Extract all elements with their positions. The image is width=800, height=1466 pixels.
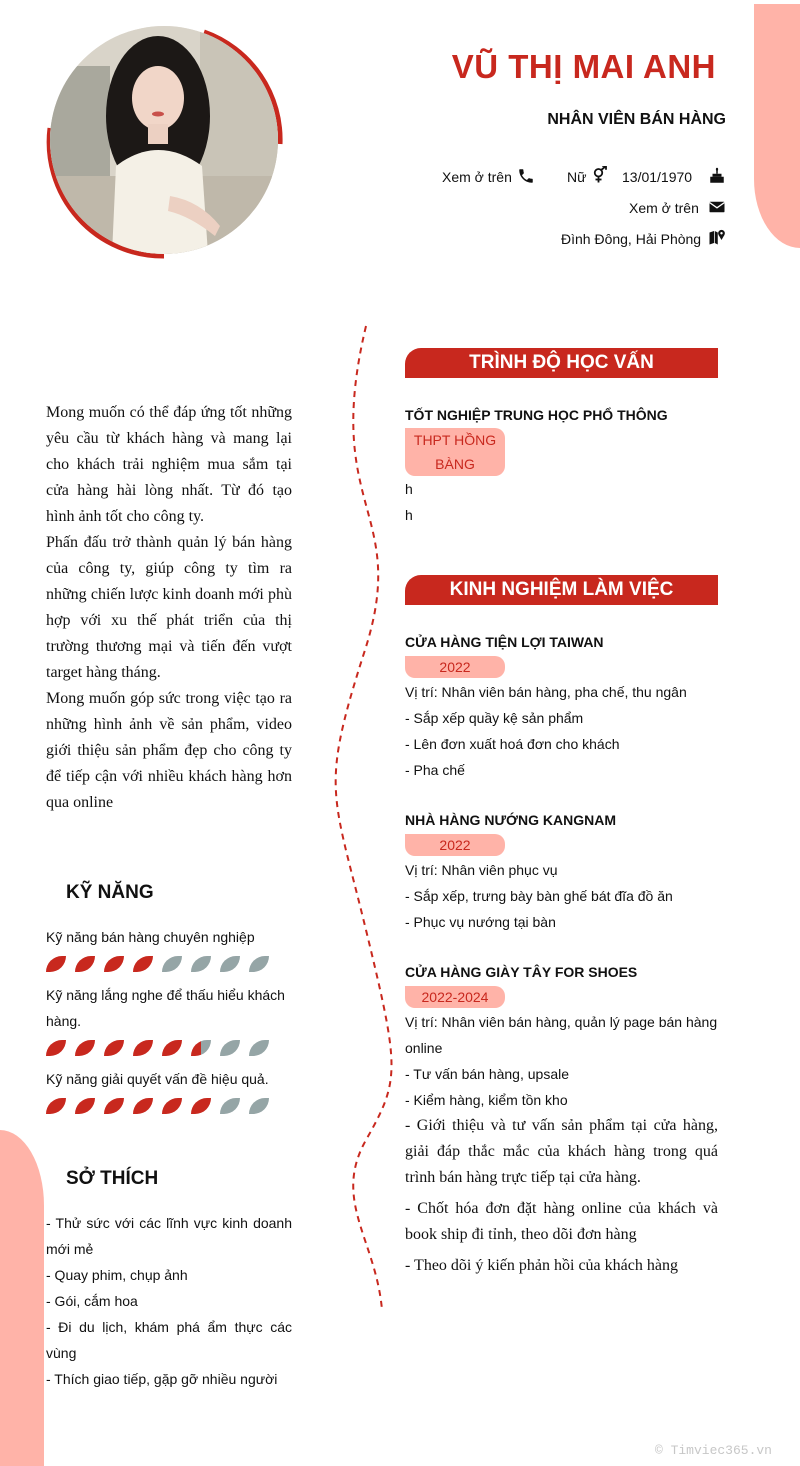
- skill-dot: [162, 1040, 182, 1056]
- skill-dot: [162, 956, 182, 972]
- job-line: - Chốt hóa đơn đặt hàng online của khách và book ship đi tỉnh, theo dõi đơn hàng: [405, 1200, 718, 1243]
- skill-dot: [220, 1098, 240, 1114]
- skill-dot: [46, 956, 66, 972]
- job-details-extra: [405, 1113, 718, 1279]
- skill-dot: [75, 1040, 95, 1056]
- candidate-name: VŨ THỊ MAI ANH: [451, 48, 716, 85]
- map-icon: [708, 228, 726, 246]
- job-line: - Sắp xếp, trưng bày bàn ghế bát đĩa đồ ăn: [405, 888, 673, 904]
- hobby-item: - Gói, cắm hoa: [46, 1293, 138, 1309]
- job-line: - Lên đơn xuất hoá đơn cho khách: [405, 736, 620, 752]
- skill-dot: [162, 1098, 182, 1114]
- job-line: - Sắp xếp quầy kệ sản phẩm: [405, 710, 584, 726]
- hobby-item: - Thử sức với các lĩnh vực kinh doanh mới mẻ: [46, 1215, 292, 1257]
- skill-dot: [133, 1040, 153, 1056]
- skill-dot: [220, 956, 240, 972]
- job-details: [405, 857, 718, 935]
- career-objective: [46, 400, 292, 816]
- skill-dot: [133, 1098, 153, 1114]
- skills-title: KỸ NĂNG: [66, 882, 154, 903]
- email-value: Xem ở trên: [629, 200, 699, 216]
- skill-name: Kỹ năng bán hàng chuyên nghiệp: [46, 929, 255, 945]
- job-line: Vị trí: Nhân viên bán hàng, pha chế, thu ngân: [405, 684, 687, 700]
- education-line: h: [405, 481, 413, 497]
- objective-paragraph: Mong muốn có thể đáp ứng tốt những yêu cầu từ khách hàng và mang lại cho khách trải nghiệm mua sắm tại cửa hàng hài lòng nhất. Từ đó tạo hình ảnh tốt cho công ty.: [46, 404, 292, 525]
- job-line: - Pha chế: [405, 762, 465, 778]
- education-line: h: [405, 507, 413, 523]
- decorative-shape-top-right: [754, 4, 800, 248]
- job-line: - Giới thiệu và tư vấn sản phẩm tại cửa hàng, giải đáp thắc mắc của khách hàng trong quá trình bán hàng trực tiếp tại cửa hàng.: [405, 1117, 718, 1186]
- job-line: - Kiểm hàng, kiểm tồn kho: [405, 1092, 568, 1108]
- job-line: - Tư vấn bán hàng, upsale: [405, 1066, 570, 1082]
- education-degree: TỐT NGHIỆP TRUNG HỌC PHỔ THÔNG: [405, 407, 668, 423]
- job-company: CỬA HÀNG GIÀY TÂY FOR SHOES: [405, 964, 638, 980]
- envelope-icon: [708, 198, 726, 216]
- skill-dot: [191, 1098, 211, 1114]
- job-line: - Phục vụ nướng tại bàn: [405, 914, 556, 930]
- skill-dot: [220, 1040, 240, 1056]
- watermark: © Timviec365.vn: [654, 1443, 772, 1458]
- job-time-tag: 2022: [405, 834, 505, 856]
- job-line: - Theo dõi ý kiến phản hồi của khách hàng: [405, 1257, 678, 1274]
- skill-name: Kỹ năng lắng nghe để thấu hiểu khách hàng.: [46, 987, 285, 1029]
- objective-paragraph: Phấn đấu trở thành quản lý bán hàng của công ty, giúp công ty tìm ra những chiến lược kinh doanh mới phù hợp với xu thế phát triển của thị trường thương mại và tiến đến vượt target hàng tháng.: [46, 534, 292, 681]
- job-time-tag: 2022: [405, 656, 505, 678]
- decorative-shape-bottom-left: [0, 1130, 44, 1466]
- skill-dot: [46, 1040, 66, 1056]
- job-details: [405, 1009, 718, 1113]
- skill-dot: [249, 1098, 269, 1114]
- skill-dot: [75, 1098, 95, 1114]
- skill-dot: [191, 1040, 211, 1056]
- skill-dot: [191, 956, 211, 972]
- hobbies-list: [46, 1210, 292, 1392]
- skill-dot: [104, 1098, 124, 1114]
- wavy-divider: [330, 320, 400, 1315]
- skill-dot: [104, 1040, 124, 1056]
- candidate-position: NHÂN VIÊN BÁN HÀNG: [547, 111, 726, 128]
- skill-dot: [75, 956, 95, 972]
- skill-dot: [46, 1098, 66, 1114]
- skill-rating: [46, 1040, 269, 1056]
- avatar-photo: [50, 26, 278, 254]
- job-details: [405, 679, 718, 783]
- experience-header: KINH NGHIỆM LÀM VIỆC: [405, 575, 718, 605]
- cake-icon: [708, 167, 726, 185]
- hobby-item: - Quay phim, chụp ảnh: [46, 1267, 188, 1283]
- birthday-value: 13/01/1970: [622, 169, 693, 185]
- phone-value: Xem ở trên: [442, 169, 512, 185]
- skill-name: Kỹ năng giải quyết vấn đề hiệu quả.: [46, 1071, 269, 1087]
- job-company: CỬA HÀNG TIỆN LỢI TAIWAN: [405, 634, 604, 650]
- job-company: NHÀ HÀNG NƯỚNG KANGNAM: [405, 812, 616, 828]
- skill-rating: [46, 956, 269, 972]
- gender-icon: [591, 166, 609, 184]
- job-line: Vị trí: Nhân viên phục vụ: [405, 862, 558, 878]
- skill-dot: [104, 956, 124, 972]
- job-time-tag: 2022-2024: [405, 986, 505, 1008]
- objective-paragraph: Mong muốn góp sức trong việc tạo ra những hình ảnh về sản phẩm, video giới thiệu sản phẩm đẹp cho công ty để tiếp cận với nhiều khách hàng hơn qua online: [46, 690, 292, 811]
- hobbies-title: SỞ THÍCH: [66, 1168, 159, 1189]
- education-header: TRÌNH ĐỘ HỌC VẤN: [405, 348, 718, 378]
- job-line: Vị trí: Nhân viên bán hàng, quản lý page bán hàng online: [405, 1014, 718, 1056]
- hobby-item: - Đi du lịch, khám phá ẩm thực các vùng: [46, 1319, 292, 1361]
- school-tag: THPT HỒNG BÀNG: [405, 428, 505, 476]
- gender-value: Nữ: [567, 169, 587, 185]
- skill-rating: [46, 1098, 269, 1114]
- skill-dot: [133, 956, 153, 972]
- address-value: Đình Đông, Hải Phòng: [561, 231, 702, 247]
- skill-dot: [249, 956, 269, 972]
- hobby-item: - Thích giao tiếp, gặp gỡ nhiều người: [46, 1371, 278, 1387]
- skill-dot: [249, 1040, 269, 1056]
- phone-icon: [517, 167, 535, 185]
